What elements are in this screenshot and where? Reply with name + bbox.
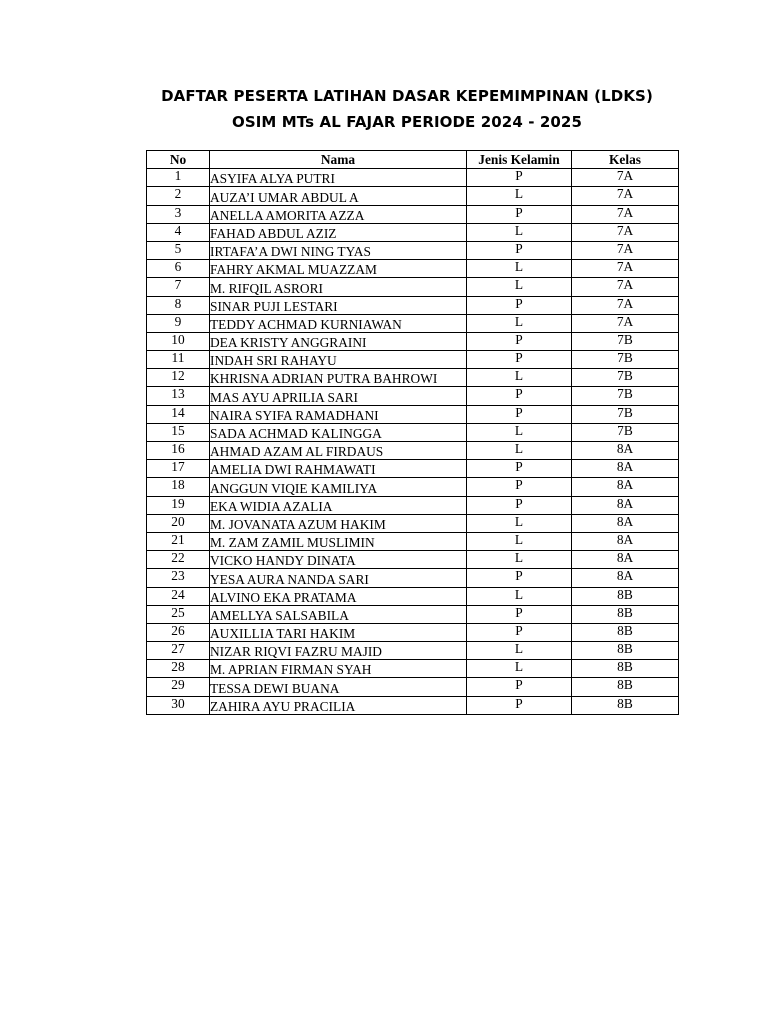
cell-nama: AMELLYA SALSABILA [210,605,467,623]
table-row [147,551,679,569]
cell-no: 3 [147,205,210,223]
cell-kelas: 7A [572,241,679,259]
cell-no: 1 [147,169,210,187]
cell-nama: AHMAD AZAM AL FIRDAUS [210,442,467,460]
cell-kelas: 7A [572,314,679,332]
cell-nama: SINAR PUJI LESTARI [210,296,467,314]
table-row [147,587,679,605]
cell-jenis-kelamin: P [467,623,572,641]
cell-jenis-kelamin: P [467,169,572,187]
cell-kelas: 8A [572,551,679,569]
cell-nama: MAS AYU APRILIA SARI [210,387,467,405]
cell-kelas: 7B [572,369,679,387]
cell-kelas: 8B [572,678,679,696]
cell-kelas: 7A [572,260,679,278]
table-body [147,169,679,715]
cell-jenis-kelamin: P [467,205,572,223]
cell-jenis-kelamin: L [467,423,572,441]
cell-jenis-kelamin: P [467,478,572,496]
cell-kelas: 8B [572,623,679,641]
cell-kelas: 7A [572,223,679,241]
cell-no: 24 [147,587,210,605]
cell-no: 7 [147,278,210,296]
cell-jenis-kelamin: P [467,241,572,259]
cell-jenis-kelamin: L [467,642,572,660]
cell-nama: TEDDY ACHMAD KURNIAWAN [210,314,467,332]
cell-jenis-kelamin: L [467,442,572,460]
table-row [147,387,679,405]
table-row [147,460,679,478]
cell-jenis-kelamin: L [467,314,572,332]
cell-no: 27 [147,642,210,660]
header-jenis-kelamin: Jenis Kelamin [467,151,572,169]
cell-nama: DEA KRISTY ANGGRAINI [210,332,467,350]
cell-nama: INDAH SRI RAHAYU [210,351,467,369]
cell-nama: ZAHIRA AYU PRACILIA [210,696,467,714]
cell-nama: ASYIFA ALYA PUTRI [210,169,467,187]
cell-jenis-kelamin: L [467,369,572,387]
cell-jenis-kelamin: L [467,514,572,532]
cell-no: 20 [147,514,210,532]
table-row [147,296,679,314]
document-title: DAFTAR PESERTA LATIHAN DASAR KEPEMIMPINAN (LDKS) [161,87,653,105]
cell-kelas: 8B [572,660,679,678]
table-row [147,278,679,296]
cell-no: 13 [147,387,210,405]
table-row [147,660,679,678]
cell-nama: KHRISNA ADRIAN PUTRA BAHROWI [210,369,467,387]
table-row [147,187,679,205]
cell-no: 15 [147,423,210,441]
cell-no: 19 [147,496,210,514]
cell-no: 12 [147,369,210,387]
cell-jenis-kelamin: L [467,278,572,296]
table-row [147,696,679,714]
cell-kelas: 8A [572,569,679,587]
cell-kelas: 7B [572,387,679,405]
cell-no: 25 [147,605,210,623]
cell-no: 9 [147,314,210,332]
table-row [147,423,679,441]
table-header-row [147,151,679,169]
cell-jenis-kelamin: L [467,223,572,241]
cell-no: 17 [147,460,210,478]
table-row [147,332,679,350]
table-row [147,623,679,641]
cell-kelas: 8A [572,478,679,496]
table-row [147,605,679,623]
cell-no: 10 [147,332,210,350]
cell-no: 26 [147,623,210,641]
cell-jenis-kelamin: L [467,587,572,605]
cell-kelas: 7B [572,405,679,423]
cell-jenis-kelamin: P [467,387,572,405]
cell-no: 18 [147,478,210,496]
cell-no: 8 [147,296,210,314]
cell-kelas: 7B [572,351,679,369]
cell-nama: NAIRA SYIFA RAMADHANI [210,405,467,423]
cell-kelas: 8B [572,696,679,714]
cell-nama: FAHAD ABDUL AZIZ [210,223,467,241]
cell-jenis-kelamin: P [467,351,572,369]
cell-kelas: 7A [572,187,679,205]
table-row [147,532,679,550]
cell-nama: SADA ACHMAD KALINGGA [210,423,467,441]
cell-jenis-kelamin: P [467,405,572,423]
cell-kelas: 8B [572,605,679,623]
cell-kelas: 8B [572,642,679,660]
cell-nama: EKA WIDIA AZALIA [210,496,467,514]
cell-nama: M. ZAM ZAMIL MUSLIMIN [210,532,467,550]
cell-no: 21 [147,532,210,550]
cell-no: 4 [147,223,210,241]
cell-jenis-kelamin: P [467,332,572,350]
cell-kelas: 8A [572,442,679,460]
cell-kelas: 7A [572,278,679,296]
cell-jenis-kelamin: P [467,605,572,623]
cell-jenis-kelamin: P [467,696,572,714]
header-kelas: Kelas [572,151,679,169]
cell-kelas: 8A [572,514,679,532]
cell-jenis-kelamin: L [467,532,572,550]
cell-jenis-kelamin: P [467,569,572,587]
table-row [147,351,679,369]
table-row [147,569,679,587]
cell-nama: FAHRY AKMAL MUAZZAM [210,260,467,278]
cell-no: 16 [147,442,210,460]
cell-kelas: 7A [572,205,679,223]
cell-nama: ANGGUN VIQIE KAMILIYA [210,478,467,496]
table-row [147,260,679,278]
table-row [147,642,679,660]
cell-kelas: 7A [572,169,679,187]
table-row [147,496,679,514]
cell-no: 2 [147,187,210,205]
cell-jenis-kelamin: L [467,260,572,278]
cell-nama: TESSA DEWI BUANA [210,678,467,696]
cell-nama: AUZA’I UMAR ABDUL A [210,187,467,205]
table-row [147,169,679,187]
cell-no: 23 [147,569,210,587]
cell-nama: M. JOVANATA AZUM HAKIM [210,514,467,532]
table-row [147,678,679,696]
table-row [147,514,679,532]
cell-jenis-kelamin: P [467,460,572,478]
cell-nama: AMELIA DWI RAHMAWATI [210,460,467,478]
cell-nama: YESA AURA NANDA SARI [210,569,467,587]
participant-table [146,150,679,715]
cell-nama: NIZAR RIQVI FAZRU MAJID [210,642,467,660]
table-row [147,241,679,259]
cell-jenis-kelamin: P [467,678,572,696]
cell-no: 14 [147,405,210,423]
table-row [147,223,679,241]
header-nama: Nama [210,151,467,169]
table-row [147,442,679,460]
cell-kelas: 7B [572,423,679,441]
cell-jenis-kelamin: L [467,551,572,569]
cell-kelas: 7A [572,296,679,314]
header-no: No [147,151,210,169]
cell-jenis-kelamin: P [467,296,572,314]
cell-jenis-kelamin: L [467,187,572,205]
cell-no: 22 [147,551,210,569]
cell-nama: M. RIFQIL ASRORI [210,278,467,296]
cell-nama: IRTAFA’A DWI NING TYAS [210,241,467,259]
cell-no: 30 [147,696,210,714]
cell-no: 29 [147,678,210,696]
cell-jenis-kelamin: P [467,496,572,514]
cell-jenis-kelamin: L [467,660,572,678]
cell-no: 5 [147,241,210,259]
cell-no: 28 [147,660,210,678]
cell-no: 11 [147,351,210,369]
cell-kelas: 8A [572,460,679,478]
cell-kelas: 8B [572,587,679,605]
cell-kelas: 7B [572,332,679,350]
cell-nama: VICKO HANDY DINATA [210,551,467,569]
cell-kelas: 8A [572,532,679,550]
cell-nama: M. APRIAN FIRMAN SYAH [210,660,467,678]
cell-nama: ALVINO EKA PRATAMA [210,587,467,605]
table-row [147,478,679,496]
cell-kelas: 8A [572,496,679,514]
cell-nama: AUXILLIA TARI HAKIM [210,623,467,641]
table-row [147,369,679,387]
document-subtitle: OSIM MTs AL FAJAR PERIODE 2024 - 2025 [232,113,582,131]
table-row [147,205,679,223]
table-row [147,405,679,423]
cell-no: 6 [147,260,210,278]
table-row [147,314,679,332]
cell-nama: ANELLA AMORITA AZZA [210,205,467,223]
